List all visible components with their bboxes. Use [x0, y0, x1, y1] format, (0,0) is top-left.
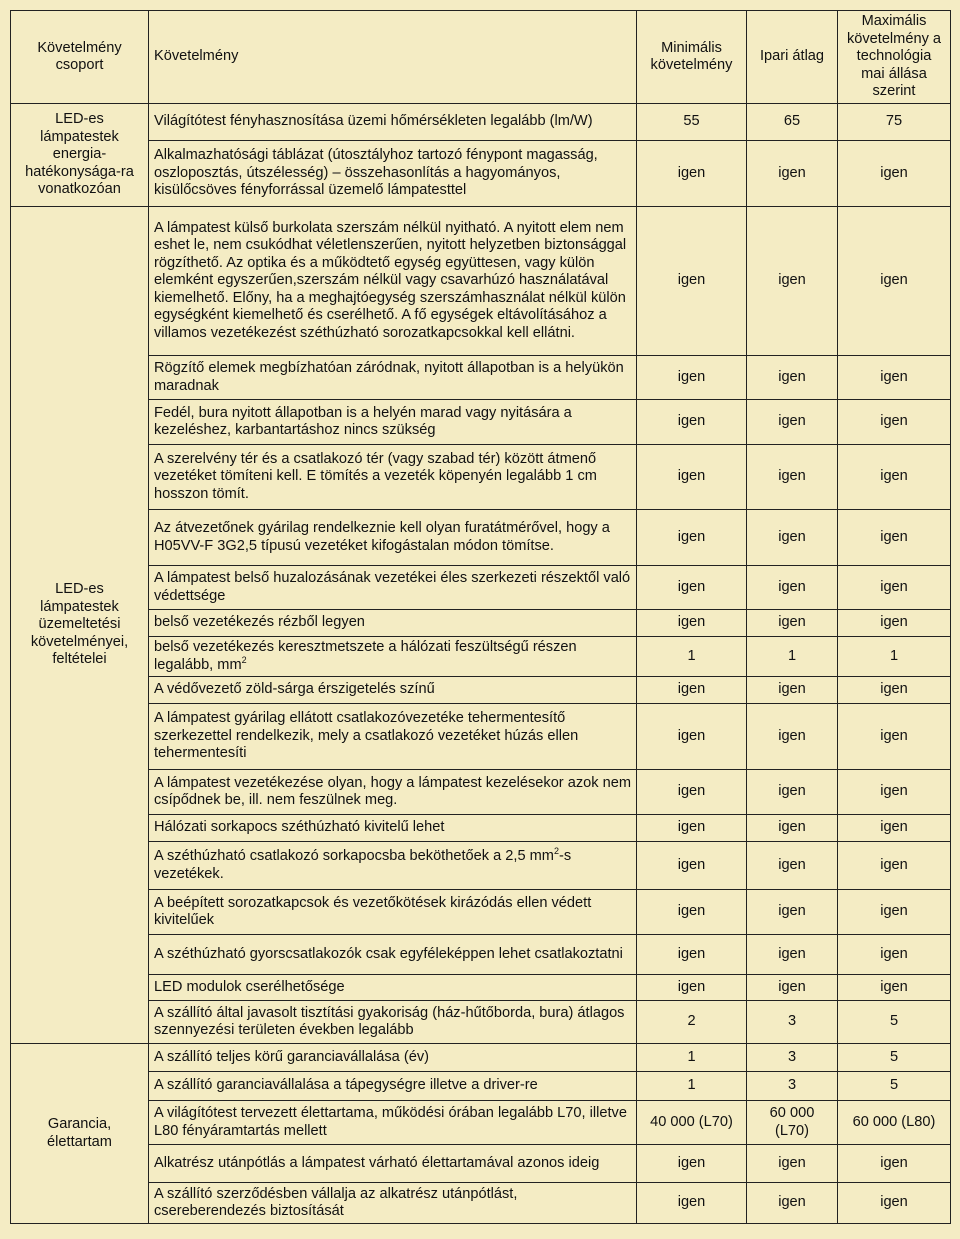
avg-value: 3 — [747, 1001, 838, 1044]
max-value: 60 000 (L80) — [838, 1101, 951, 1145]
requirement-cell: A széthúzható gyorscsatlakozók csak egyféleképpen lehet csatlakoztatni — [149, 935, 637, 975]
table-row — [11, 677, 951, 704]
avg-value: igen — [747, 566, 838, 610]
requirement-cell: A lámpatest vezetékezése olyan, hogy a lámpatest kezelésekor azok nem csípődnek be, ill. nem feszülnek meg. — [149, 770, 637, 815]
requirement-cell: Alkalmazhatósági táblázat (útosztályhoz tartozó fénypont magasság, oszloposztás, útszélesség) – összehasonlítás a hagyományos, kisülőcsöves fényforrással üzemelő lámpatesttel — [149, 141, 637, 207]
table-row — [11, 400, 951, 445]
max-value: igen — [838, 815, 951, 842]
requirement-cell: belső vezetékezés rézből legyen — [149, 610, 637, 637]
min-value: igen — [637, 400, 747, 445]
header-max: Maximális követelmény a technológia mai állása szerint — [838, 11, 951, 104]
min-value: igen — [637, 610, 747, 637]
max-value: igen — [838, 1183, 951, 1224]
min-value: igen — [637, 510, 747, 566]
min-value: 1 — [637, 1072, 747, 1101]
requirement-cell: LED modulok cserélhetősége — [149, 975, 637, 1001]
min-value: 1 — [637, 1044, 747, 1072]
requirement-cell: A lámpatest külső burkolata szerszám nélkül nyitható. A nyitott elem nem eshet le, nem csukódhat véletlenszerűen, nyitott helyzetben biztonsággal rögzíthető. Az optika és a működtető egység együttesen, vagy külön elemként egyszerűen,szerszám nélkül vagy csavarhúzó használatával kiemelhető. Előny, ha a meghajtóegység szerszámhasználat nélkül külön egységként kiemelhető és cserélhető. A fő egységek eltávolításához a villamos vezetékezést széthúzható sorozatkapcsokkal kell ellátni. — [149, 207, 637, 356]
table-row — [11, 815, 951, 842]
max-value: 5 — [838, 1072, 951, 1101]
requirement-cell: Rögzítő elemek megbízhatóan záródnak, nyitott állapotban is a helyükön maradnak — [149, 356, 637, 400]
requirement-cell — [149, 637, 637, 677]
max-value: igen — [838, 704, 951, 770]
min-value: 2 — [637, 1001, 747, 1044]
group-label-energy: LED-es lámpatestek energia-hatékonysága-ra vonatkozóan — [11, 104, 149, 207]
max-value: 5 — [838, 1044, 951, 1072]
avg-value: igen — [747, 704, 838, 770]
avg-value: igen — [747, 815, 838, 842]
min-value: igen — [637, 975, 747, 1001]
header-avg: Ipari átlag — [747, 11, 838, 104]
table-row — [11, 1001, 951, 1044]
requirement-cell: A világítótest tervezett élettartama, működési órában legalább L70, illetve L80 fényáramtartás mellett — [149, 1101, 637, 1145]
requirement-cell: Alkatrész utánpótlás a lámpatest várható élettartamával azonos ideig — [149, 1145, 637, 1183]
table-row — [11, 610, 951, 637]
min-value: igen — [637, 770, 747, 815]
max-value: igen — [838, 207, 951, 356]
min-value: igen — [637, 935, 747, 975]
requirement-cell: A lámpatest belső huzalozásának vezetékei éles szerkezeti részektől való védettsége — [149, 566, 637, 610]
avg-value: igen — [747, 1145, 838, 1183]
max-value: igen — [838, 510, 951, 566]
max-value: igen — [838, 677, 951, 704]
table-row — [11, 356, 951, 400]
table-row — [11, 1072, 951, 1101]
requirement-cell: A lámpatest gyárilag ellátott csatlakozóvezetéke tehermentesítő szerkezettel rendelkezik, mely a csatlakozó vezetéket húzás ellen tehermentesíti — [149, 704, 637, 770]
max-value: igen — [838, 935, 951, 975]
max-value: igen — [838, 975, 951, 1001]
table-row — [11, 104, 951, 141]
requirement-cell: A szállító által javasolt tisztítási gyakoriság (ház-hűtőborda, bura) átlagos szennyezési területen években legalább — [149, 1001, 637, 1044]
avg-value: 1 — [747, 637, 838, 677]
requirement-cell: A beépített sorozatkapcsok és vezetőkötések kirázódás ellen védett kivitelűek — [149, 890, 637, 935]
avg-value: igen — [747, 445, 838, 510]
requirement-cell: A szerelvény tér és a csatlakozó tér (vagy szabad tér) között átmenő vezetéket tömíteni kell. E tömítés a vezeték köpenyén legalább 1 cm hosszon tömít. — [149, 445, 637, 510]
header-requirement: Követelmény — [149, 11, 637, 104]
requirement-cell: Hálózati sorkapocs széthúzható kivitelű lehet — [149, 815, 637, 842]
requirement-cell: A szállító teljes körű garanciavállalása (év) — [149, 1044, 637, 1072]
max-value: 1 — [838, 637, 951, 677]
requirement-cell: A szállító szerződésben vállalja az alkatrész utánpótlást, csereberendezés biztosítását — [149, 1183, 637, 1224]
table-row — [11, 207, 951, 356]
avg-value: igen — [747, 975, 838, 1001]
table-row — [11, 1183, 951, 1224]
avg-value: igen — [747, 935, 838, 975]
requirement-cell: Az átvezetőnek gyárilag rendelkeznie kell olyan furatátmérővel, hogy a H05VV-F 3G2,5 típusú vezetéket kifogástalan módon tömítse. — [149, 510, 637, 566]
table-row — [11, 935, 951, 975]
superscript: 2 — [553, 846, 559, 857]
min-value: igen — [637, 704, 747, 770]
requirement-cell: Fedél, bura nyitott állapotban is a helyén marad vagy nyitására a kezeléshez, karbantartáshoz nincs szükség — [149, 400, 637, 445]
max-value: 5 — [838, 1001, 951, 1044]
max-value: igen — [838, 356, 951, 400]
min-value: 55 — [637, 104, 747, 141]
table-row — [11, 566, 951, 610]
table-row — [11, 445, 951, 510]
table-row — [11, 637, 951, 677]
min-value: igen — [637, 445, 747, 510]
avg-value: igen — [747, 890, 838, 935]
min-value: igen — [637, 566, 747, 610]
avg-value: igen — [747, 207, 838, 356]
avg-value: 60 000 (L70) — [747, 1101, 838, 1145]
avg-value: igen — [747, 677, 838, 704]
max-value: igen — [838, 610, 951, 637]
min-value: igen — [637, 842, 747, 890]
requirement-cell: Világítótest fényhasznosítása üzemi hőmérsékleten legalább (lm/W) — [149, 104, 637, 141]
avg-value: igen — [747, 842, 838, 890]
avg-value: 3 — [747, 1072, 838, 1101]
table-row — [11, 510, 951, 566]
avg-value: igen — [747, 400, 838, 445]
header-row — [11, 11, 951, 104]
avg-value: 65 — [747, 104, 838, 141]
requirement-text: belső vezetékezés keresztmetszete a hálózati feszültségű részen legalább, mm — [154, 639, 577, 673]
header-min: Minimális követelmény — [637, 11, 747, 104]
table-row — [11, 141, 951, 207]
avg-value: igen — [747, 770, 838, 815]
avg-value: igen — [747, 1183, 838, 1224]
avg-value: igen — [747, 610, 838, 637]
avg-value: igen — [747, 356, 838, 400]
requirement-cell: A védővezető zöld-sárga érszigetelés színű — [149, 677, 637, 704]
min-value: igen — [637, 1183, 747, 1224]
min-value: igen — [637, 1145, 747, 1183]
max-value: igen — [838, 141, 951, 207]
max-value: igen — [838, 400, 951, 445]
table-row — [11, 770, 951, 815]
max-value: igen — [838, 842, 951, 890]
table-row — [11, 1044, 951, 1072]
min-value: 1 — [637, 637, 747, 677]
group-label-operation: LED-es lámpatestek üzemeltetési követelményei, feltételei — [11, 207, 149, 1044]
table-row — [11, 842, 951, 890]
requirement-text-after: -s vezetékek. — [154, 848, 572, 882]
min-value: 40 000 (L70) — [637, 1101, 747, 1145]
min-value: igen — [637, 356, 747, 400]
max-value: igen — [838, 1145, 951, 1183]
table-row — [11, 890, 951, 935]
requirement-text: A széthúzható csatlakozó sorkapocsba beköthetőek a 2,5 mm — [154, 848, 554, 864]
table-row — [11, 1145, 951, 1183]
max-value: igen — [838, 890, 951, 935]
min-value: igen — [637, 890, 747, 935]
max-value: igen — [838, 566, 951, 610]
header-group: Követelmény csoport — [11, 11, 149, 104]
table-row — [11, 704, 951, 770]
table-row — [11, 1101, 951, 1145]
max-value: igen — [838, 770, 951, 815]
requirement-cell — [149, 842, 637, 890]
avg-value: igen — [747, 141, 838, 207]
max-value: igen — [838, 445, 951, 510]
min-value: igen — [637, 207, 747, 356]
requirements-table — [10, 10, 951, 1224]
avg-value: 3 — [747, 1044, 838, 1072]
avg-value: igen — [747, 510, 838, 566]
min-value: igen — [637, 815, 747, 842]
superscript: 2 — [241, 654, 247, 665]
requirement-cell: A szállító garanciavállalása a tápegységre illetve a driver-re — [149, 1072, 637, 1101]
max-value: 75 — [838, 104, 951, 141]
group-label-warranty: Garancia, élettartam — [11, 1044, 149, 1224]
min-value: igen — [637, 141, 747, 207]
table-row — [11, 975, 951, 1001]
min-value: igen — [637, 677, 747, 704]
